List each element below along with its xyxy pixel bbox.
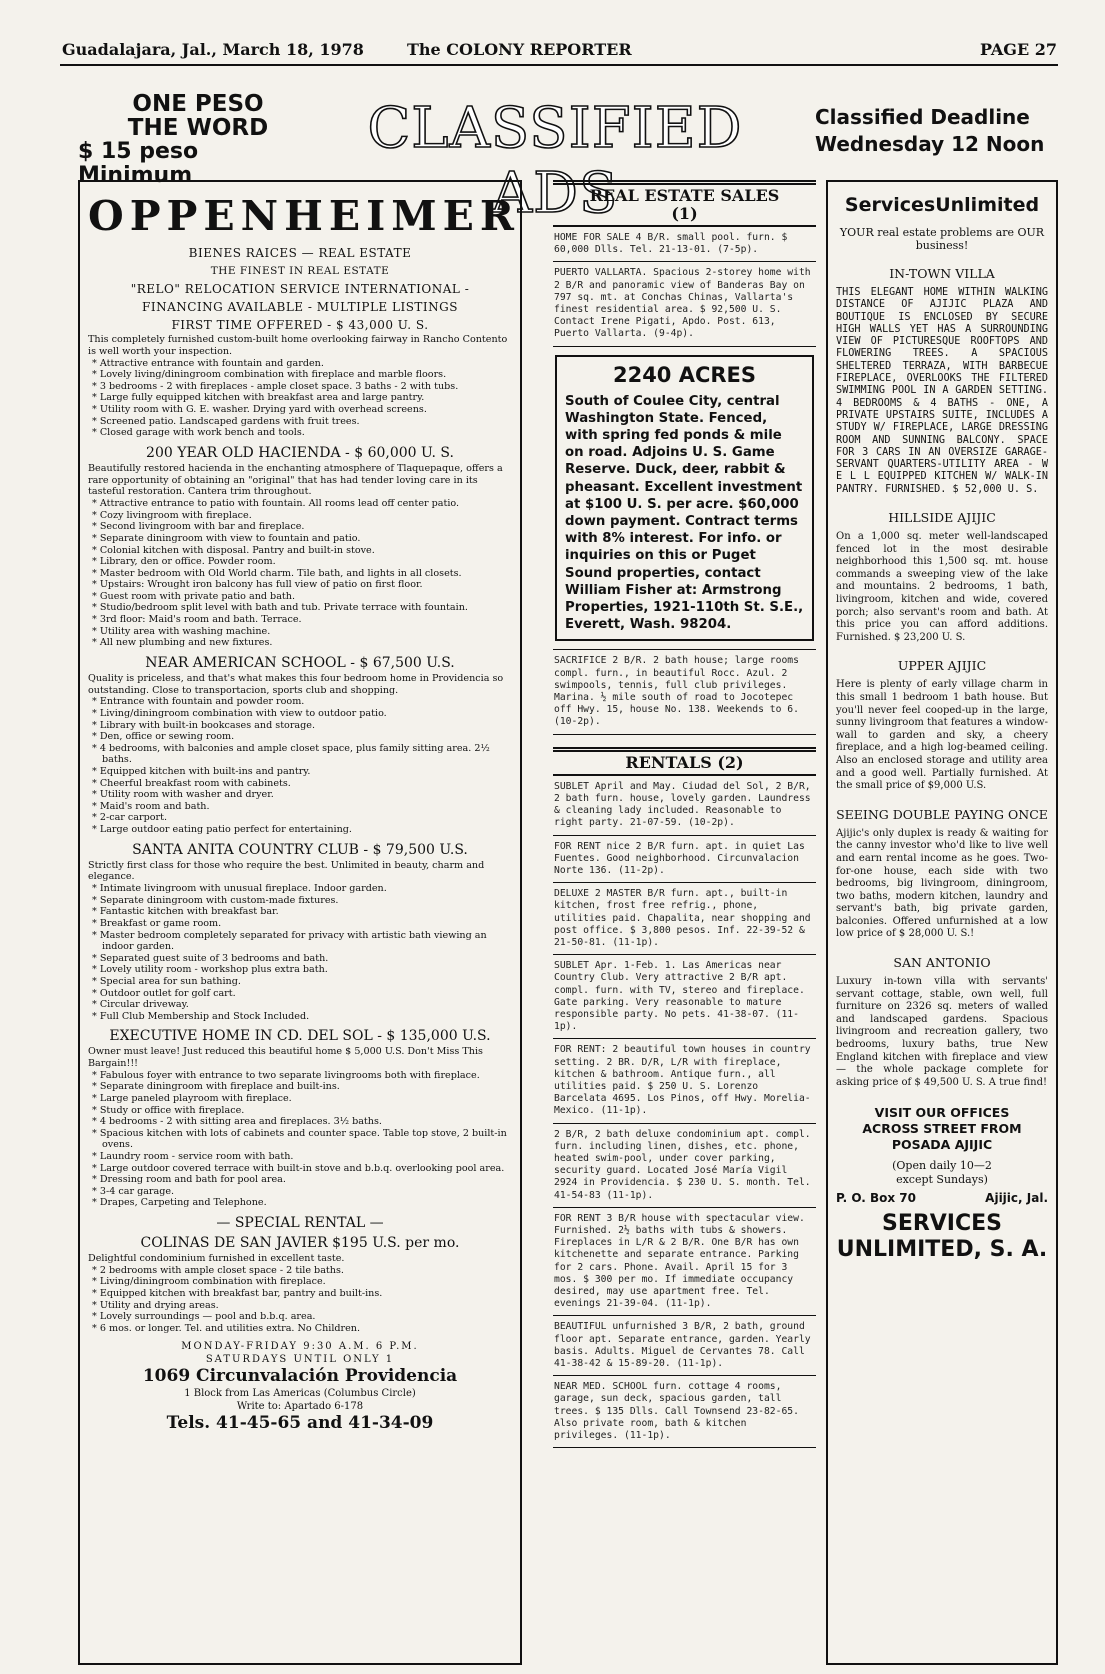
listing-heading: IN-TOWN VILLA xyxy=(889,266,995,281)
section-number: (1) xyxy=(671,204,698,223)
feature-item: * Master bedroom completely separated for privacy with artistic bath viewing an indoor garden. xyxy=(92,929,487,953)
feature-item: * 2 bedrooms with ample closet space - 2 tile baths. xyxy=(92,1264,344,1276)
ad-subtitle: BIENES RAICES — REAL ESTATE xyxy=(188,246,412,260)
listing-heading: EXECUTIVE HOME IN CD. DEL SOL - $ 135,000 U.S. xyxy=(109,1028,491,1045)
brand-line-2: UNLIMITED, S. A. xyxy=(836,1237,1048,1263)
feature-item: * Equipped kitchen with built-ins and pantry. xyxy=(92,766,311,778)
classified-ad: NEAR MED. SCHOOL furn. cottage 4 rooms, garage, sun deck, spacious garden, tall trees. $ 135 Dlls. Call Townsend 23-82-65. Also private room, bath & kitchen privileges. (11-1p). xyxy=(553,1376,816,1448)
feature-item: * 6 mos. or longer. Tel. and utilities extra. No Children. xyxy=(92,1322,361,1334)
deadline-notice xyxy=(815,104,1060,158)
listing-heading: NEAR AMERICAN SCHOOL - $ 67,500 U.S. xyxy=(145,654,455,671)
feature-item: * 3rd floor: Maid's room and bath. Terrace. xyxy=(92,614,302,626)
feature-item: * Fantastic kitchen with breakfast bar. xyxy=(92,906,279,918)
po-box: P. O. Box 70 xyxy=(836,1191,917,1206)
feature-item: * Circular driveway. xyxy=(92,999,189,1011)
feature-item: * Second livingroom with bar and fireplace. xyxy=(92,521,305,533)
feature-item: * Den, office or sewing room. xyxy=(92,731,235,743)
visit-line-3: POSADA AJIJIC xyxy=(891,1137,993,1153)
po-box-line xyxy=(836,1191,1048,1205)
feature-item: * Living/diningroom combination with view to outdoor patio. xyxy=(92,708,387,720)
listing-description: Ajijic's only duplex is ready & waiting for the canny investor who'd like to live well and earn rental income as he goes. Two-for-one house, each side with two bedrooms, big livingroom, diningroom, two baths, modern kitchen, laundry and servant's bath, big private garden, balconies. Offered unfurnished at a low low price of $ 28,000 U. S.! xyxy=(836,827,1048,940)
listing-features xyxy=(88,358,512,439)
feature-item: * Separate diningroom with custom-made fixtures. xyxy=(92,894,339,906)
header-page-number: PAGE 27 xyxy=(980,40,1057,59)
listing-heading: SEEING DOUBLE PAYING ONCE xyxy=(836,806,1048,822)
feature-item: * Large outdoor covered terrace with built-in stove and b.b.q. overlooking pool area. xyxy=(92,1162,505,1174)
header-publication: The COLONY REPORTER xyxy=(407,40,632,59)
feature-item: * Utility room with washer and dryer. xyxy=(92,789,274,801)
feature-item: * Lovely living/diningroom combination with fireplace and marble floors. xyxy=(92,369,447,381)
feature-item: * Guest room with private patio and bath. xyxy=(92,590,296,602)
services-title: ServicesUnlimited xyxy=(844,194,1040,216)
services-unlimited-ad xyxy=(826,180,1058,1665)
listing-heading: UPPER AJIJIC xyxy=(897,658,987,674)
office-location-note: 1 Block from Las Americas (Columbus Circle) xyxy=(184,1388,416,1400)
feature-item: * Utility and drying areas. xyxy=(92,1299,219,1311)
classified-ad: SUBLET Apr. 1-Feb. 1. Las Americas near Country Club. Very attractive 2 B/R apt. compl. furn. with TV, stereo and fireplace. Gate parking. Very reasonable to mature responsible party. No pets. 41-38-07. (11-1p). xyxy=(553,955,816,1039)
feature-item: * Equipped kitchen with breakfast bar, pantry and built-ins. xyxy=(92,1288,383,1299)
listing-description: THIS ELEGANT HOME WITHIN WALKING DISTANCE OF AJIJIC PLAZA AND BOUTIQUE IS ENCLOSED BY SECURE HIGH WALLS YET HAS A SURROUNDING VIEW OF PICTURESQUE ROOFTOPS AND FLOWERING TREES. A SPACIOUS SHELTERED TERRAZA, WITH BARBECUE FIREPLACE, OVERLOOKS THE FILTERED SWIMMING POOL IN A GARDEN SETTING. 4 BEDROOMS & 4 BATHS - ONE, A PRIVATE UPSTAIRS SUITE, INCLUDES A STUDY W/ FIREPLACE, LARGE DRESSING ROOM AND SUNNING BALCONY. SPACE FOR 3 CARS IN AN OVERSIZE GARAGE-SERVANT QUARTERS-UTILITY AREA - W E L L EQUIPPED KITCHEN W/ WALK-IN PANTRY. FURNISHED. $ 52,000 U. S. xyxy=(836,287,1048,495)
listing-description: Quality is priceless, and that's what makes this four bedroom home in Providencia so outstanding. Close to transportacion, sports club and shopping. xyxy=(88,672,504,696)
feature-item: * 3 bedrooms - 2 with fireplaces - ample closet space. 3 baths - 2 with tubs. xyxy=(92,380,459,392)
feature-item: * 4 bedrooms, with balconies and ample closet space, plus family sitting area. 2½ baths. xyxy=(92,742,490,766)
feature-item: * Entrance with fountain and powder room. xyxy=(92,696,305,708)
opening-exception: except Sundays) xyxy=(896,1173,988,1187)
ad-tagline: THE FINEST IN REAL ESTATE xyxy=(210,265,390,277)
acres-ad xyxy=(555,355,814,642)
feature-item: * Large outdoor eating patio perfect for entertaining. xyxy=(92,823,352,835)
office-hours: MONDAY-FRIDAY 9:30 A.M. 6 P.M. xyxy=(181,1341,419,1353)
visit-line-2: ACROSS STREET FROM xyxy=(862,1121,1022,1137)
feature-item: * Large fully equipped kitchen with breakfast area and large pantry. xyxy=(92,392,425,404)
feature-item: * Breakfast or game room. xyxy=(92,917,222,929)
feature-item: * Cozy livingroom with fireplace. xyxy=(92,509,252,521)
feature-item: * Study or office with fireplace. xyxy=(92,1104,245,1116)
services-lead: YOUR real estate problems are OUR business! xyxy=(839,226,1045,252)
feature-item: * Lovely surroundings — pool and b.b.q. area. xyxy=(92,1311,316,1323)
section-title: REAL ESTATE SALES xyxy=(589,186,780,205)
classified-ads-title: CLASSIFIED ADS xyxy=(367,96,743,226)
brand-line-1: SERVICES xyxy=(881,1211,1003,1237)
feature-item: * Master bedroom with Old World charm. Tile bath, and lights in all closets. xyxy=(92,567,462,579)
acres-title: 2240 ACRES xyxy=(612,362,757,387)
oppenheimer-title: OPPENHEIMER xyxy=(88,192,520,240)
feature-item: * Intimate livingroom with unusual fireplace. Indoor garden. xyxy=(92,883,387,895)
visit-offices xyxy=(836,1105,1048,1153)
special-rental-heading: — SPECIAL RENTAL — xyxy=(216,1215,384,1232)
listing-description: Beautifully restored hacienda in the enchanting atmosphere of Tlaquepaque, offers a rare opportunity of obtaining an "original" that has had tender loving care in its tasteful restoration. Cantera trim throughout. xyxy=(88,462,503,498)
office-address: 1069 Circunvalación Providencia xyxy=(142,1366,458,1387)
feature-item: * Drapes, Carpeting and Telephone. xyxy=(92,1197,267,1209)
price-notice xyxy=(78,92,318,188)
feature-item: * All new plumbing and new fixtures. xyxy=(92,637,273,649)
listing-features xyxy=(88,1265,512,1335)
listing-description: Delightful condominium furnished in excellent taste. xyxy=(88,1253,345,1265)
feature-item: * Studio/bedroom split level with bath and tub. Private terrace with fountain. xyxy=(92,602,468,614)
classified-ad: HOME FOR SALE 4 B/R. small pool. furn. $ 60,000 Dlls. Tel. 21-13-01. (7-5p). xyxy=(553,227,816,262)
listings-column xyxy=(553,180,816,1448)
ad-service-line: "RELO" RELOCATION SERVICE INTERNATIONAL - xyxy=(130,282,470,296)
listing-features xyxy=(88,1070,512,1209)
page-header xyxy=(62,40,1057,64)
sales-ads xyxy=(553,227,816,347)
price-line-3: $ 15 peso Minimum xyxy=(78,139,199,188)
opening-hours: (Open daily 10—2 xyxy=(892,1159,992,1173)
feature-item: * Closed garage with work bench and tools. xyxy=(92,427,305,439)
feature-item: * Dressing room and bath for pool area. xyxy=(92,1174,286,1186)
header-dateline: Guadalajara, Jal., March 18, 1978 xyxy=(62,40,364,59)
feature-item: * Library with built-in bookcases and storage. xyxy=(92,719,315,731)
listing-description: Luxury in-town villa with servants' servant cottage, stable, own well, full furniture on 2326 sq. meters of walled and landscaped gardens. Spacious livingroom and recreation gallery, two bedrooms, luxury baths, true New England kitchen with fireplace and view — the whole package complete for asking price of $ 49,500 U. S. A true find! xyxy=(836,976,1048,1088)
listing-heading: SAN ANTONIO xyxy=(893,955,991,971)
classified-ad: DELUXE 2 MASTER B/R furn. apt., built-in kitchen, frost free refrig., phone, utilities paid. Chapalita, near shopping and post office. $ 3,800 pesos. Inf. 22-39-52 & 21-50-81. (11-1p). xyxy=(553,883,816,955)
listing-heading: 200 YEAR OLD HACIENDA - $ 60,000 U. S. xyxy=(146,444,454,461)
feature-item: * Spacious kitchen with lots of cabinets and counter space. Table top stove, 2 built-in ovens. xyxy=(92,1127,507,1151)
feature-item: * Attractive entrance to patio with fountain. All rooms lead off center patio. xyxy=(92,498,460,510)
place: Ajijic, Jal. xyxy=(985,1191,1048,1206)
classified-ad: FOR RENT: 2 beautiful town houses in country setting. 2 BR. D/R, L/R with fireplace, kitchen & bathroom. Antique furn., all utilities paid. $ 250 U. S. Lorenzo Barcelata 4695. Los Pinos, off Hwy. Morelia-Mexico. (11-1p). xyxy=(553,1039,816,1123)
listing-description: Strictly first class for those who require the best. Unlimited in beauty, charm and elegance. xyxy=(88,859,485,883)
listing-heading: SANTA ANITA COUNTRY CLUB - $ 79,500 U.S. xyxy=(132,841,468,858)
rentals-heading: RENTALS (2) xyxy=(553,747,816,776)
listing-description: This completely furnished custom-built home overlooking fairway in Rancho Contento is well worth your inspection. xyxy=(88,334,508,357)
listing-features xyxy=(88,883,512,1022)
feature-item: * Special area for sun bathing. xyxy=(92,975,241,987)
listing-heading: HILLSIDE AJIJIC xyxy=(888,510,996,526)
listing-heading: FIRST TIME OFFERED - $ 43,000 U. S. xyxy=(171,318,429,332)
feature-item: * Living/diningroom combination with fireplace. xyxy=(92,1276,326,1288)
feature-item: * Utility area with washing machine. xyxy=(92,625,271,637)
services-brand xyxy=(836,1211,1048,1263)
listing-description: Here is plenty of early village charm in this small 1 bedroom 1 bath house. But you'll never feel cooped-up in the large, sunny livingroom that features a window-wall to garden and sky, a cheery fireplace, and a high log-beamed ceiling. Also an enclosed storage and utility area and a good well. Partially furnished. At the small price of $9,000 U.S. xyxy=(836,679,1048,792)
office-hours-saturday: SATURDAYS UNTIL ONLY 1 xyxy=(205,1354,395,1366)
feature-item: * Fabulous foyer with entrance to two separate livingrooms both with fireplace. xyxy=(92,1069,480,1081)
feature-item: * Separated guest suite of 3 bedrooms and bath. xyxy=(92,952,329,964)
feature-item: * Laundry room - service room with bath. xyxy=(92,1151,294,1163)
listing-features xyxy=(88,498,512,649)
price-line-1: ONE PESO xyxy=(132,91,264,117)
feature-item: * 2-car carport. xyxy=(92,812,168,824)
deadline-line-2: Wednesday 12 Noon xyxy=(815,132,1045,156)
classified-ad: FOR RENT nice 2 B/R furn. apt. in quiet Las Fuentes. Good neighborhood. Circunvalacion Norte 136. (11-2p). xyxy=(553,836,816,884)
feature-item: * Large paneled playroom with fireplace. xyxy=(92,1093,292,1105)
feature-item: * 3-4 car garage. xyxy=(92,1185,175,1197)
classified-ad: PUERTO VALLARTA. Spacious 2-storey home with 2 B/R and panoramic view of Banderas Bay on 797 sq. mt. at Conchas Chinas, Vallarta's finest residential area. $ 92,500 U. S. Contact Irene Pigati, Apdo. Post. 613, Puerto Vallarta. (9-4p). xyxy=(553,262,816,346)
listing-features xyxy=(88,696,512,835)
feature-item: * Maid's room and bath. xyxy=(92,800,210,812)
acres-text: South of Coulee City, central Washington State. Fenced, with spring fed ponds & mile on road. Adjoins U. S. Game Reserve. Duck, deer, rabbit & pheasant. Excellent investment at $100 U. S. per acre. $60,000 down payment. Contract terms with 8% interest. For info. or inquiries on this or Puget Sound properties, contact William Fisher at: Armstrong Properties, 1921-110th St. S.E., Everett, Wash. 98204. xyxy=(565,393,804,633)
listing-description: Owner must leave! Just reduced this beautiful home $ 5,000 U.S. Don't Miss This Bargain!!! xyxy=(88,1046,483,1070)
sacrifice-ad: SACRIFICE 2 B/R. 2 bath house; large rooms compl. furn., in beautiful Rocc. Azul. 2 swimpools, tennis, full club privileges. Marina. ½ mile south of road to Jocotepec off Hwy. 15, house No. 138. Weekends to 6. (10-2p). xyxy=(553,649,816,734)
ad-financing-line: FINANCING AVAILABLE - MULTIPLE LISTINGS xyxy=(142,300,458,314)
feature-item: * Separate diningroom with fireplace and built-ins. xyxy=(92,1081,340,1093)
feature-item: * Colonial kitchen with disposal. Pantry and built-in stove. xyxy=(92,544,375,556)
feature-item: * Full Club Membership and Stock Included. xyxy=(92,1010,310,1022)
header-rule xyxy=(60,64,1058,66)
listing-description: On a 1,000 sq. meter well-landscaped fenced lot in the most desirable neighborhood this 1,500 sq. mt. house commands a sweeping view of the lake and mountains. 2 bedrooms, 1 bath, livingroom, kitchen and wide, covered porch; also servant's room and bath. At this price you can afford additions. Furnished. $ 23,200 U. S. xyxy=(836,531,1048,643)
feature-item: * Outdoor outlet for golf cart. xyxy=(92,987,236,999)
price-line-2: THE WORD xyxy=(127,115,269,141)
deadline-line-1: Classified Deadline xyxy=(815,105,1030,129)
feature-item: * Library, den or office. Powder room. xyxy=(92,556,276,568)
classified-ad: 2 B/R, 2 bath deluxe condominium apt. compl. furn. including linen, dishes, etc. phone, heated swim-pool, under cover parking, security guard. Located José María Vigil 2924 in Providencia. $ 230 U. S. month. Tel. 41-54-83 (11-1p). xyxy=(553,1124,816,1208)
feature-item: * Separate diningroom with view to fountain and patio. xyxy=(92,532,361,544)
classified-ad: FOR RENT 3 B/R house with spectacular view. Furnished. 2½ baths with tubs & showers. Fireplaces in L/R & 2 B/R. One B/R has own kitchenette and separate entrance. Parking for 2 cars. Phone. Avail. April 15 for 3 mos. $ 300 per mo. If immediate occupancy desired, may use apartment free. Tel. evenings 21-39-04. (11-1p). xyxy=(553,1208,816,1317)
classified-ad: SUBLET April and May. Ciudad del Sol, 2 B/R, 2 bath furn. house, lovely garden. Laundress & cleaning lady included. Reasonable to right party. 21-07-59. (10-2p). xyxy=(553,776,816,836)
feature-item: * 4 bedrooms - 2 with sitting area and fireplaces. 3½ baths. xyxy=(92,1116,382,1128)
rental-ads xyxy=(553,776,816,1449)
feature-item: * Cheerful breakfast room with cabinets. xyxy=(92,777,291,789)
feature-item: * Screened patio. Landscaped gardens with fruit trees. xyxy=(92,415,360,427)
visit-line-1: VISIT OUR OFFICES xyxy=(874,1105,1010,1121)
feature-item: * Utility room with G. E. washer. Drying yard with overhead screens. xyxy=(92,403,427,415)
oppenheimer-ad xyxy=(78,180,522,1665)
feature-item: * Lovely utility room - workshop plus extra bath. xyxy=(92,964,328,976)
feature-item: * Attractive entrance with fountain and garden. xyxy=(92,357,324,369)
mailing-address: Write to: Apartado 6-178 xyxy=(236,1401,364,1413)
real-estate-sales-heading xyxy=(553,180,816,227)
listing-heading: COLINAS DE SAN JAVIER $195 U.S. per mo. xyxy=(140,1235,460,1252)
classified-ad: BEAUTIFUL unfurnished 3 B/R, 2 bath, ground floor apt. Separate entrance, garden. Yearly basis. Adults. Miguel de Cervantes 78. Call 41-38-42 & 15-89-20. (11-1p). xyxy=(553,1316,816,1376)
office-phones: Tels. 41-45-65 and 41-34-09 xyxy=(166,1413,434,1434)
feature-item: * Upstairs: Wrought iron balcony has full view of patio on first floor. xyxy=(92,579,423,591)
